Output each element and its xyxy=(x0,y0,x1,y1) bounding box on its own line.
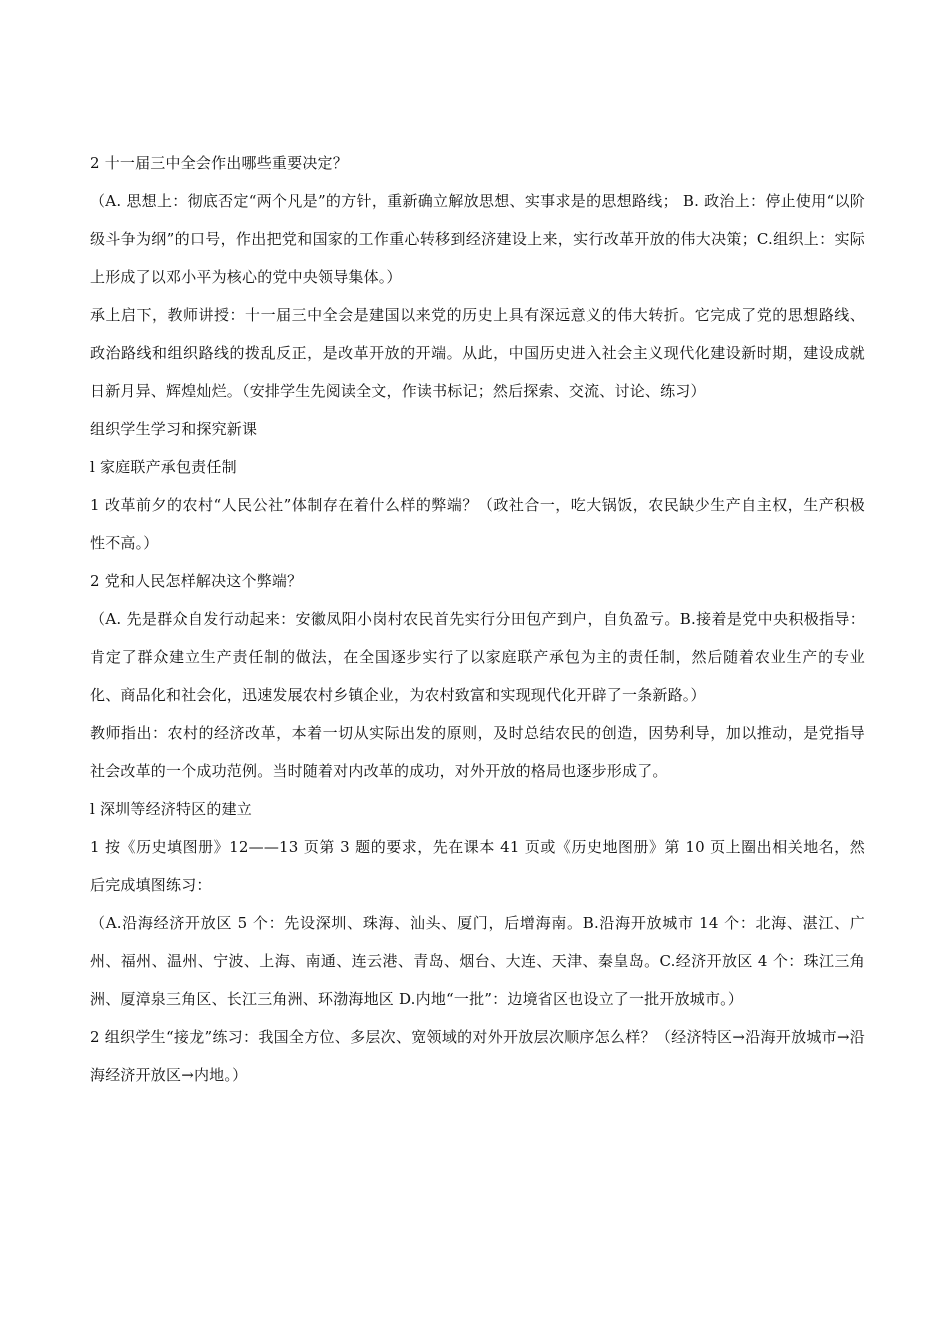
question-decisions: 2 十一届三中全会作出哪些重要决定？ xyxy=(90,154,348,172)
answer-open-areas: （A.沿海经济开放区 5 个：先设深圳、珠海、汕头、厦门，后增海南。B.沿海开放城市 14 个：北海、湛江、广州、福州、温州、宁波、上海、南通、连云港、青岛、烟台、大连、天津、秦皇岛。C.经济开放区 4 个：珠江三角洲、厦漳泉三角区、长江三角洲、环渤海地区 D.内地“一批”：边境省区也设立了一批开放城市。） xyxy=(90,914,865,1008)
heading-special-economic-zones: l 深圳等经济特区的建立 xyxy=(90,800,252,818)
question-opening-sequence: 2 组织学生“接龙”练习：我国全方位、多层次、宽领域的对外开放层次顺序怎么样？（经济特区→沿海开放城市→沿海经济开放区→内地。） xyxy=(90,1028,865,1084)
section-intro: 组织学生学习和探究新课 xyxy=(90,420,258,438)
teacher-lecture: 承上启下，教师讲授：十一届三中全会是建国以来党的历史上具有深远意义的伟大转折。它完成了党的思想路线、政治路线和组织路线的拨乱反正，是改革开放的开端。从此，中国历史进入社会主义现代化建设新时期，建设成就日新月异、辉煌灿烂。（安排学生先阅读全文，作读书标记；然后探索、交流、讨论、练习） xyxy=(90,306,865,400)
answer-solution: （A. 先是群众自发行动起来：安徽凤阳小岗村农民首先实行分田包产到户，自负盈亏。B.接着是党中央积极指导：肯定了群众建立生产责任制的做法，在全国逐步实行了以家庭联产承包为主的责任制，然后随着农业生产的专业化、商品化和社会化，迅速发展农村乡镇企业，为农村致富和实现现代化开辟了一条新路。） xyxy=(90,610,865,704)
heading-household-responsibility: l 家庭联产承包责任制 xyxy=(90,458,237,476)
answer-decisions: （A. 思想上：彻底否定“两个凡是”的方针，重新确立解放思想、实事求是的思想路线； B. 政治上：停止使用“以阶级斗争为纲”的口号，作出把党和国家的工作重心转移到经济建设上来，实行改革开放的伟大决策；C.组织上：实际上形成了以邓小平为核心的党中央领导集体。） xyxy=(90,192,865,286)
question-solution: 2 党和人民怎样解决这个弊端？ xyxy=(90,572,303,590)
question-commune-drawbacks: 1 改革前夕的农村“人民公社”体制存在着什么样的弊端？（政社合一，吃大锅饭，农民缺少生产自主权，生产积极性不高。） xyxy=(90,496,865,552)
teacher-note-rural-reform: 教师指出：农村的经济改革，本着一切从实际出发的原则，及时总结农民的创造，因势利导，加以推动，是党指导社会改革的一个成功范例。当时随着对内改革的成功，对外开放的格局也逐步形成了。 xyxy=(90,724,865,780)
document-body xyxy=(90,144,865,1094)
map-exercise-instruction: 1 按《历史填图册》12——13 页第 3 题的要求，先在课本 41 页或《历史地图册》第 10 页上圈出相关地名，然后完成填图练习： xyxy=(90,838,865,894)
